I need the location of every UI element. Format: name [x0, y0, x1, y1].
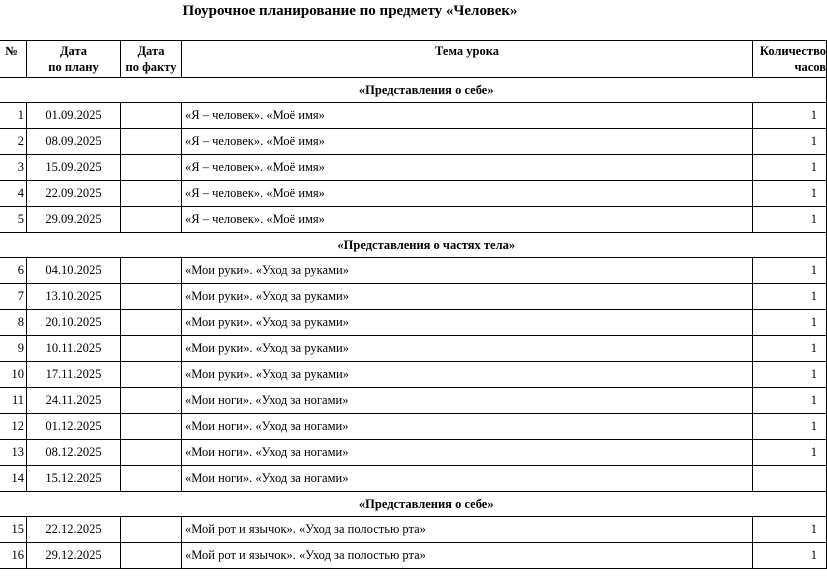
lesson-topic: «Мои руки». «Уход за руками»: [182, 336, 753, 362]
lesson-hours: 1: [753, 129, 827, 155]
lesson-number: 10: [0, 362, 27, 388]
table-row: [0, 440, 827, 466]
plan-date: 24.11.2025: [27, 388, 121, 414]
lesson-topic: «Я – человек». «Моё имя»: [182, 181, 753, 207]
lesson-number: 5: [0, 207, 27, 233]
fact-date: [121, 388, 182, 414]
plan-date: 15.12.2025: [27, 466, 121, 492]
table-row: [0, 129, 827, 155]
header-fact-date-line2: по факту: [125, 60, 177, 74]
plan-date: 08.09.2025: [27, 129, 121, 155]
plan-date: 29.09.2025: [27, 207, 121, 233]
lesson-topic: «Мои ноги». «Уход за ногами»: [182, 466, 753, 492]
lesson-topic: «Мой рот и язычок». «Уход за полостью рта»: [182, 517, 753, 543]
table-row: [0, 103, 827, 129]
fact-date: [121, 103, 182, 129]
header-plan-date-line2: по плану: [48, 60, 99, 74]
lesson-plan-table: [0, 40, 827, 569]
plan-date: 13.10.2025: [27, 284, 121, 310]
fact-date: [121, 207, 182, 233]
section-title: «Представления о себе»: [27, 492, 827, 517]
fact-date: [121, 155, 182, 181]
plan-date: 01.12.2025: [27, 414, 121, 440]
fact-date: [121, 466, 182, 492]
lesson-hours: 1: [753, 207, 827, 233]
lesson-number: 14: [0, 466, 27, 492]
table-row: [0, 388, 827, 414]
page-title: Поурочное планирование по предмету «Человек»: [182, 3, 518, 19]
lesson-hours: 1: [753, 517, 827, 543]
lesson-topic: «Мои руки». «Уход за руками»: [182, 284, 753, 310]
lesson-number: 13: [0, 440, 27, 466]
table-body: [0, 78, 827, 569]
lesson-topic: «Я – человек». «Моё имя»: [182, 103, 753, 129]
lesson-number: 9: [0, 336, 27, 362]
header-hours: [753, 41, 827, 78]
lesson-number: 8: [0, 310, 27, 336]
fact-date: [121, 440, 182, 466]
fact-date: [121, 258, 182, 284]
lesson-hours: 1: [753, 181, 827, 207]
lesson-topic: «Мои руки». «Уход за руками»: [182, 362, 753, 388]
lesson-number: 11: [0, 388, 27, 414]
section-title: «Представления о частях тела»: [27, 233, 827, 258]
lesson-number: 7: [0, 284, 27, 310]
table-row: [0, 517, 827, 543]
fact-date: [121, 284, 182, 310]
lesson-hours: 1: [753, 388, 827, 414]
fact-date: [121, 310, 182, 336]
lesson-topic: «Мои руки». «Уход за руками»: [182, 258, 753, 284]
lesson-hours: 1: [753, 336, 827, 362]
fact-date: [121, 543, 182, 569]
section-spacer: [0, 233, 27, 258]
lesson-number: 3: [0, 155, 27, 181]
section-title: «Представления о себе»: [27, 78, 827, 103]
lesson-topic: «Я – человек». «Моё имя»: [182, 155, 753, 181]
plan-date: 29.12.2025: [27, 543, 121, 569]
header-hours-line2: часов: [794, 60, 826, 74]
lesson-hours: 1: [753, 543, 827, 569]
lesson-number: 16: [0, 543, 27, 569]
section-row: [0, 78, 827, 103]
lesson-number: 4: [0, 181, 27, 207]
table-row: [0, 155, 827, 181]
lesson-number: 15: [0, 517, 27, 543]
lesson-hours: 1: [753, 258, 827, 284]
plan-date: 22.09.2025: [27, 181, 121, 207]
lesson-number: 6: [0, 258, 27, 284]
table-row: [0, 258, 827, 284]
plan-date: 15.09.2025: [27, 155, 121, 181]
lesson-hours: 1: [753, 440, 827, 466]
table-row: [0, 207, 827, 233]
lesson-topic: «Я – человек». «Моё имя»: [182, 207, 753, 233]
lesson-hours: 1: [753, 155, 827, 181]
header-fact-date: [121, 41, 182, 78]
lesson-hours: 1: [753, 103, 827, 129]
fact-date: [121, 129, 182, 155]
plan-date: 01.09.2025: [27, 103, 121, 129]
table-row: [0, 336, 827, 362]
fact-date: [121, 362, 182, 388]
section-spacer: [0, 492, 27, 517]
header-plan-date: [27, 41, 121, 78]
fact-date: [121, 181, 182, 207]
lesson-hours: 1: [753, 362, 827, 388]
header-plan-date-line1: Дата: [59, 44, 88, 58]
header-topic: Тема урока: [182, 41, 753, 78]
lesson-hours: 1: [753, 414, 827, 440]
lesson-hours: [753, 466, 827, 492]
plan-date: 08.12.2025: [27, 440, 121, 466]
table-row: [0, 362, 827, 388]
table-row: [0, 310, 827, 336]
table-row: [0, 284, 827, 310]
lesson-topic: «Я – человек». «Моё имя»: [182, 129, 753, 155]
plan-date: 04.10.2025: [27, 258, 121, 284]
table-row: [0, 466, 827, 492]
plan-date: 22.12.2025: [27, 517, 121, 543]
plan-date: 17.11.2025: [27, 362, 121, 388]
lesson-topic: «Мои ноги». «Уход за ногами»: [182, 440, 753, 466]
fact-date: [121, 414, 182, 440]
fact-date: [121, 517, 182, 543]
lesson-number: 2: [0, 129, 27, 155]
table-row: [0, 414, 827, 440]
lesson-number: 1: [0, 103, 27, 129]
header-hours-line1: Количество: [759, 44, 826, 58]
lesson-topic: «Мои ноги». «Уход за ногами»: [182, 414, 753, 440]
table-row: [0, 543, 827, 569]
lesson-topic: «Мой рот и язычок». «Уход за полостью рта»: [182, 543, 753, 569]
fact-date: [121, 336, 182, 362]
plan-date: 10.11.2025: [27, 336, 121, 362]
lesson-topic: «Мои ноги». «Уход за ногами»: [182, 388, 753, 414]
header-num: №: [0, 41, 27, 78]
plan-date: 20.10.2025: [27, 310, 121, 336]
section-row: [0, 492, 827, 517]
lesson-hours: 1: [753, 284, 827, 310]
lesson-hours: 1: [753, 310, 827, 336]
section-spacer: [0, 78, 27, 103]
table-header-row: [0, 41, 827, 78]
header-fact-date-line1: Дата: [137, 44, 165, 58]
lesson-number: 12: [0, 414, 27, 440]
table-row: [0, 181, 827, 207]
lesson-topic: «Мои руки». «Уход за руками»: [182, 310, 753, 336]
section-row: [0, 233, 827, 258]
